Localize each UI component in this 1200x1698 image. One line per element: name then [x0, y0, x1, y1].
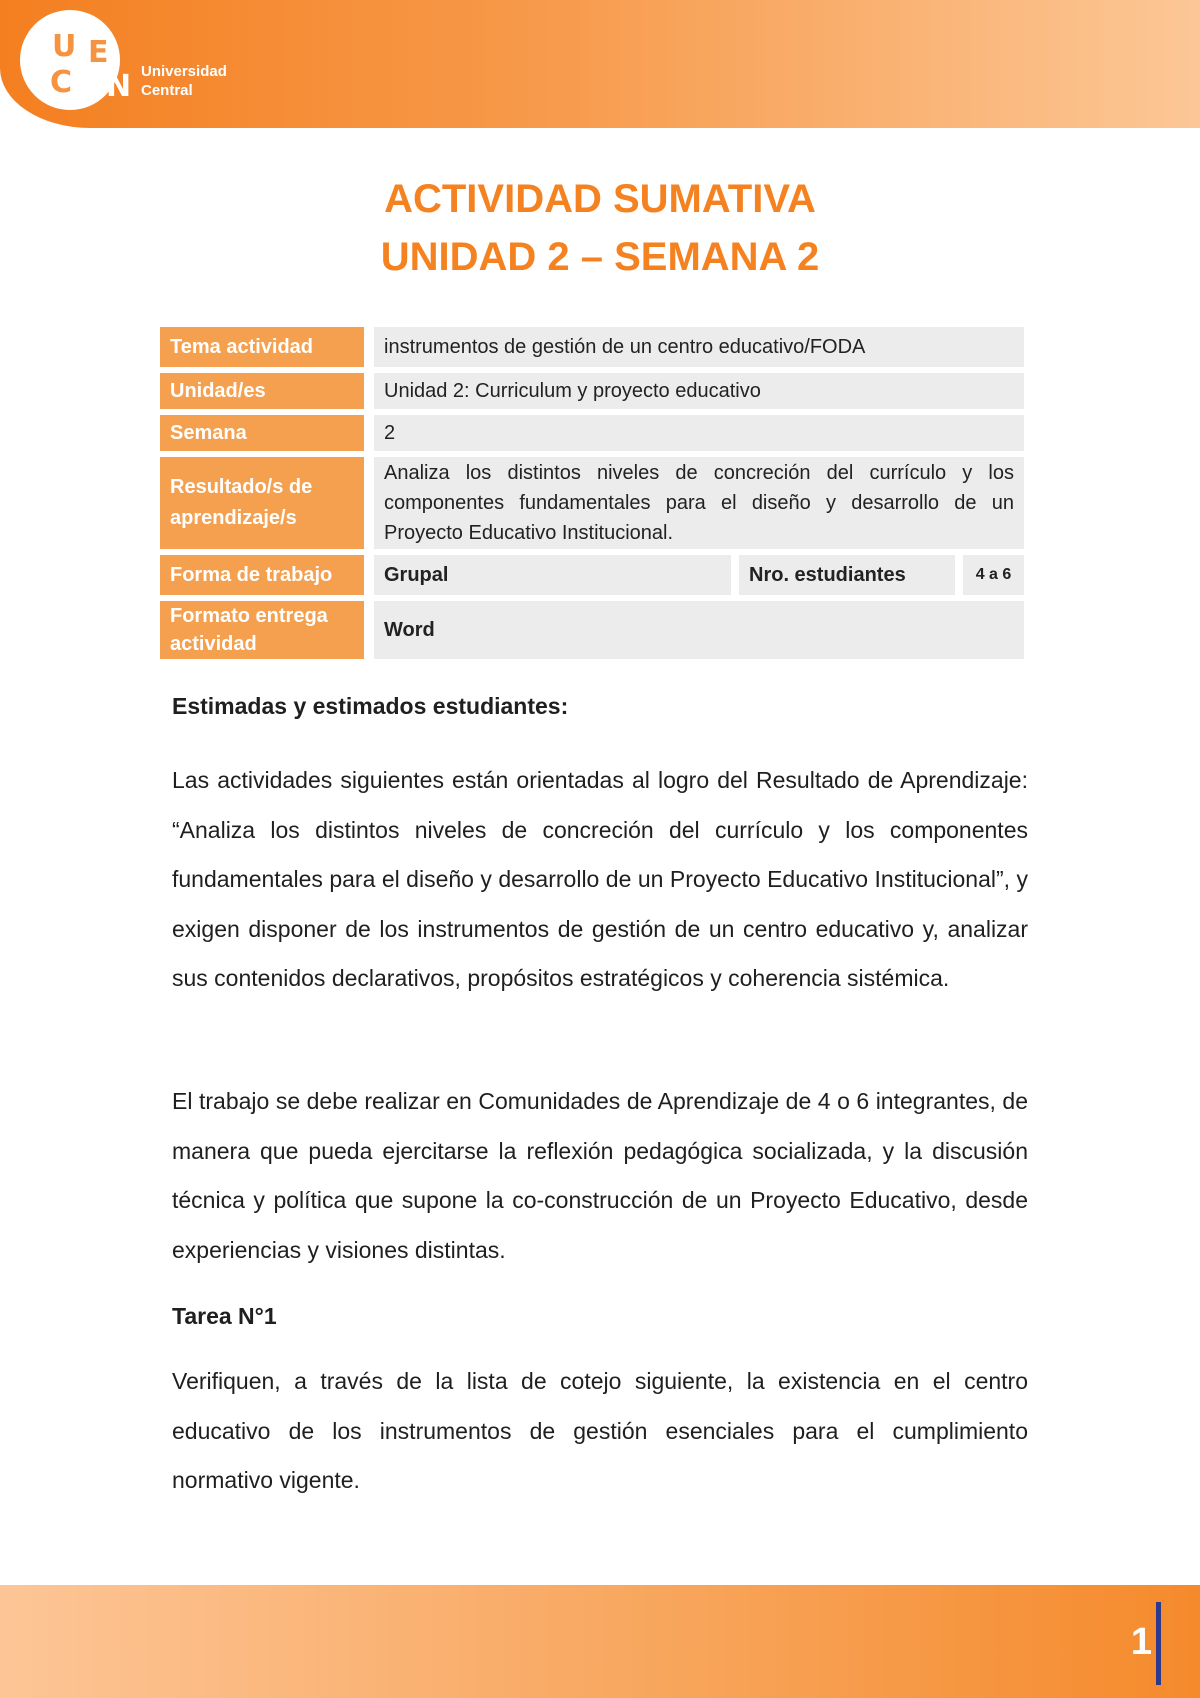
footer-band: [0, 1585, 1200, 1698]
paragraph-1: Las actividades siguientes están orientadas al logro del Resultado de Aprendizaje: “Analiza los distintos niveles de concreción del currículo y los componentes fundamentales para el diseño y desarrollo de un Proyecto Educativo Institucional”, y exigen disponer de los instrumentos de gestión de un centro educativo y, analizar sus contenidos declarativos, propósitos estratégicos y coherencia sistémica.: [172, 767, 1028, 991]
activity-info-table: [160, 321, 1024, 665]
forma-label: Forma de trabajo: [160, 555, 374, 595]
unidad-label: Unidad/es: [160, 373, 374, 409]
logo-letter-e: E: [88, 35, 109, 70]
formato-value: Word: [374, 601, 1024, 659]
table-row: [160, 457, 1024, 549]
resultado-value: Analiza los distintos niveles de concreción del currículo y los componentes fundamentales para el diseño y desarrollo de un Proyecto Educativo Institucional.: [374, 457, 1024, 549]
unidad-value: Unidad 2: Curriculum y proyecto educativo: [374, 373, 1024, 409]
table-row: [160, 601, 1024, 659]
header-band: [0, 0, 1200, 128]
table-row: [160, 373, 1024, 409]
paragraph-2: El trabajo se debe realizar en Comunidades de Aprendizaje de 4 o 6 integrantes, de manera que pueda ejercitarse la reflexión pedagógica socializada, y la discusión técnica y política que supone la co-construcción de un Proyecto Educativo, desde experiencias y visiones distintas.: [172, 1088, 1028, 1263]
table-row: [160, 415, 1024, 451]
semana-value: 2: [374, 415, 1024, 451]
title-line-1: ACTIVIDAD SUMATIVA: [384, 177, 816, 221]
brand-name: [141, 62, 227, 100]
formato-label: Formato entrega actividad: [160, 601, 374, 659]
tema-label: Tema actividad: [160, 327, 374, 367]
brand-line-2: Central: [141, 82, 193, 99]
brand-line-1: Universidad: [141, 63, 227, 80]
page-number: 1: [1130, 1621, 1152, 1663]
logo-letter-n: N: [106, 69, 132, 104]
task-heading: Tarea N°1: [172, 1303, 277, 1329]
ucen-logo: [20, 10, 132, 110]
logo-letter-u: U: [52, 29, 77, 64]
forma-value: Grupal: [374, 555, 739, 595]
nro-estudiantes-value: 4 a 6: [963, 555, 1024, 595]
resultado-label: Resultado/s de aprendizaje/s: [160, 457, 374, 549]
tema-value: instrumentos de gestión de un centro educativo/FODA: [374, 327, 1024, 367]
table-row: [160, 555, 1024, 595]
semana-label: Semana: [160, 415, 374, 451]
paragraph-3: Verifiquen, a través de la lista de cotejo siguiente, la existencia en el centro educativo de los instrumentos de gestión esenciales para el cumplimiento normativo vigente.: [172, 1368, 1028, 1493]
logo-letter-c: C: [50, 65, 73, 100]
table-row: [160, 327, 1024, 367]
title-line-2: UNIDAD 2 – SEMANA 2: [380, 235, 820, 279]
page-title: [0, 170, 1200, 286]
nro-estudiantes-label: Nro. estudiantes: [739, 555, 963, 595]
page-number-bar: [1156, 1602, 1161, 1685]
greeting-heading: Estimadas y estimados estudiantes:: [172, 693, 569, 719]
